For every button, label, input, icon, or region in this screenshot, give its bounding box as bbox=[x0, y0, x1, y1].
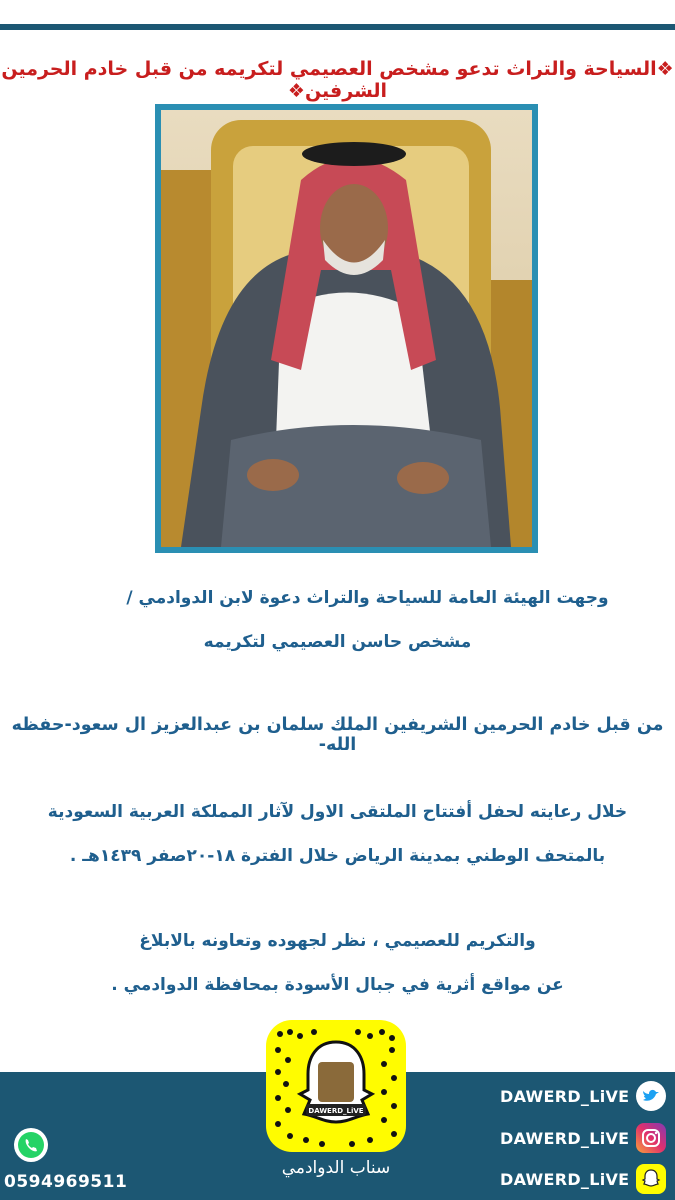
body-line-date: بالمتحف الوطني بمدينة الرياض خلال الفترة ١٨-٢٠صفر ١٤٣٩هـ . bbox=[69, 846, 606, 866]
body-line-event: خلال رعايته لحفل أفتتاح الملتقى الاول لآثار المملكة العربية السعودية bbox=[47, 802, 628, 822]
snap-account-label: سناب الدوادمي bbox=[281, 1158, 391, 1178]
body-line-reason: والتكريم للعصيمي ، نظر لجهوده وتعاونه بالابلاغ bbox=[139, 931, 536, 951]
snapchat-handle: DAWERD_LiVE bbox=[500, 1170, 630, 1189]
twitter-handle: DAWERD_LiVE bbox=[500, 1087, 630, 1106]
twitter-bird-icon bbox=[636, 1081, 666, 1111]
body-line-invitation: وجهت الهيئة العامة للسياحة والتراث دعوة لابن الدوادمي / bbox=[126, 588, 609, 608]
honoree-photo-illustration bbox=[161, 110, 532, 547]
page-headline: ❖السياحة والتراث تدعو مشخص العصيمي لتكريمه من قبل خادم الحرمين الشرفين❖ bbox=[1, 58, 674, 102]
instagram-handle: DAWERD_LiVE bbox=[500, 1129, 630, 1148]
phone-number[interactable]: 0594969511 bbox=[4, 1172, 128, 1192]
social-row-snapchat[interactable] bbox=[490, 1163, 670, 1197]
snapcode-dots bbox=[266, 1020, 406, 1152]
body-line-king: من قبل خادم الحرمين الشريفين الملك سلمان بن عبدالعزيز ال سعود-حفظه الله- bbox=[11, 715, 664, 755]
snapcode[interactable] bbox=[266, 1020, 406, 1152]
social-row-twitter[interactable] bbox=[490, 1080, 670, 1114]
social-row-instagram[interactable] bbox=[490, 1122, 670, 1156]
top-accent-bar bbox=[0, 24, 675, 30]
instagram-icon bbox=[636, 1123, 666, 1153]
snapchat-ghost-icon bbox=[636, 1164, 666, 1194]
body-line-honoree: مشخص حاسن العصيمي لتكريمه bbox=[203, 632, 472, 652]
body-line-sites: عن مواقع أثرية في جبال الأسودة بمحافظة الدوادمي . bbox=[111, 975, 564, 995]
honoree-photo bbox=[155, 104, 538, 553]
snapcode-caption: DAWERD_LiVE bbox=[308, 1107, 364, 1115]
whatsapp-icon[interactable] bbox=[14, 1128, 48, 1162]
